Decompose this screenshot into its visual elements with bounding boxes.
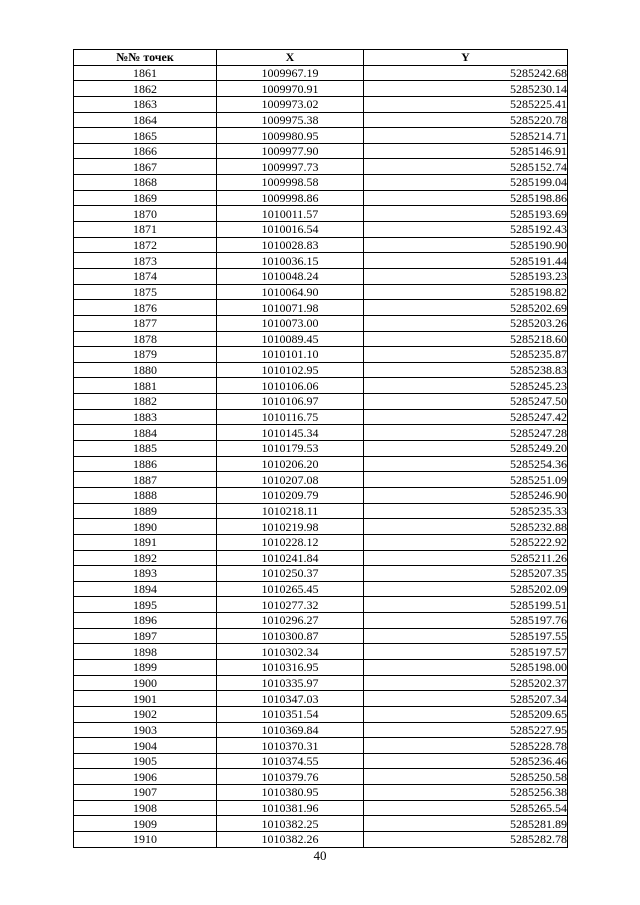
x-coordinate-cell: 1010300.87 xyxy=(217,628,364,644)
table-row xyxy=(74,222,568,238)
x-coordinate-cell: 1010145.34 xyxy=(217,425,364,441)
table-row xyxy=(74,519,568,535)
table-row xyxy=(74,362,568,378)
x-coordinate-cell: 1009980.95 xyxy=(217,128,364,144)
table-row xyxy=(74,534,568,550)
table-row xyxy=(74,425,568,441)
x-coordinate-cell: 1010116.75 xyxy=(217,409,364,425)
point-number-cell: 1889 xyxy=(74,503,217,519)
y-coordinate-cell: 5285251.09 xyxy=(364,472,568,488)
point-number-cell: 1887 xyxy=(74,472,217,488)
y-coordinate-cell: 5285193.23 xyxy=(364,268,568,284)
y-coordinate-cell: 5285230.14 xyxy=(364,81,568,97)
table-row xyxy=(74,581,568,597)
y-coordinate-cell: 5285235.87 xyxy=(364,347,568,363)
table-row xyxy=(74,315,568,331)
y-coordinate-cell: 5285242.68 xyxy=(364,65,568,81)
table-row xyxy=(74,300,568,316)
x-coordinate-cell: 1010048.24 xyxy=(217,268,364,284)
table-row xyxy=(74,331,568,347)
x-coordinate-cell: 1010382.25 xyxy=(217,816,364,832)
table-row xyxy=(74,284,568,300)
point-number-cell: 1873 xyxy=(74,253,217,269)
y-coordinate-cell: 5285236.46 xyxy=(364,753,568,769)
y-coordinate-cell: 5285197.55 xyxy=(364,628,568,644)
x-coordinate-cell: 1010302.34 xyxy=(217,644,364,660)
table-row xyxy=(74,613,568,629)
y-coordinate-cell: 5285249.20 xyxy=(364,441,568,457)
x-coordinate-cell: 1010028.83 xyxy=(217,237,364,253)
table-row xyxy=(74,190,568,206)
y-coordinate-cell: 5285232.88 xyxy=(364,519,568,535)
x-coordinate-cell: 1010209.79 xyxy=(217,487,364,503)
table-row xyxy=(74,487,568,503)
point-number-cell: 1881 xyxy=(74,378,217,394)
y-coordinate-cell: 5285218.60 xyxy=(364,331,568,347)
x-coordinate-cell: 1010241.84 xyxy=(217,550,364,566)
x-coordinate-cell: 1010265.45 xyxy=(217,581,364,597)
point-number-cell: 1883 xyxy=(74,409,217,425)
point-number-cell: 1884 xyxy=(74,425,217,441)
y-coordinate-cell: 5285235.33 xyxy=(364,503,568,519)
y-coordinate-cell: 5285207.35 xyxy=(364,566,568,582)
point-number-cell: 1866 xyxy=(74,143,217,159)
x-coordinate-cell: 1010089.45 xyxy=(217,331,364,347)
point-number-cell: 1909 xyxy=(74,816,217,832)
x-coordinate-cell: 1010347.03 xyxy=(217,691,364,707)
point-number-cell: 1908 xyxy=(74,800,217,816)
point-number-header: №№ точек xyxy=(74,50,217,66)
point-number-cell: 1869 xyxy=(74,190,217,206)
point-number-cell: 1895 xyxy=(74,597,217,613)
point-number-cell: 1890 xyxy=(74,519,217,535)
table-row xyxy=(74,785,568,801)
y-coordinate-cell: 5285246.90 xyxy=(364,487,568,503)
point-number-cell: 1861 xyxy=(74,65,217,81)
x-coordinate-cell: 1010379.76 xyxy=(217,769,364,785)
table-row xyxy=(74,378,568,394)
table-row xyxy=(74,159,568,175)
x-coordinate-cell: 1010250.37 xyxy=(217,566,364,582)
y-coordinate-cell: 5285222.92 xyxy=(364,534,568,550)
point-number-cell: 1906 xyxy=(74,769,217,785)
y-coordinate-cell: 5285220.78 xyxy=(364,112,568,128)
y-coordinate-cell: 5285199.51 xyxy=(364,597,568,613)
y-coordinate-cell: 5285225.41 xyxy=(364,96,568,112)
point-number-cell: 1899 xyxy=(74,659,217,675)
table-row xyxy=(74,691,568,707)
x-coordinate-cell: 1010101.10 xyxy=(217,347,364,363)
x-coordinate-cell: 1010351.54 xyxy=(217,706,364,722)
y-coordinate-cell: 5285211.26 xyxy=(364,550,568,566)
y-coordinate-cell: 5285228.78 xyxy=(364,738,568,754)
y-coordinate-cell: 5285202.37 xyxy=(364,675,568,691)
y-coordinate-cell: 5285247.42 xyxy=(364,409,568,425)
table-row xyxy=(74,753,568,769)
y-coordinate-header: Y xyxy=(364,50,568,66)
y-coordinate-cell: 5285281.89 xyxy=(364,816,568,832)
y-coordinate-cell: 5285146.91 xyxy=(364,143,568,159)
x-coordinate-cell: 1010219.98 xyxy=(217,519,364,535)
x-coordinate-cell: 1010106.97 xyxy=(217,394,364,410)
y-coordinate-cell: 5285190.90 xyxy=(364,237,568,253)
table-row xyxy=(74,816,568,832)
point-number-cell: 1903 xyxy=(74,722,217,738)
table-row xyxy=(74,268,568,284)
y-coordinate-cell: 5285227.95 xyxy=(364,722,568,738)
x-coordinate-cell: 1009998.86 xyxy=(217,190,364,206)
point-number-cell: 1888 xyxy=(74,487,217,503)
y-coordinate-cell: 5285254.36 xyxy=(364,456,568,472)
header-row xyxy=(74,50,568,66)
x-coordinate-cell: 1009977.90 xyxy=(217,143,364,159)
table-row xyxy=(74,550,568,566)
point-number-cell: 1894 xyxy=(74,581,217,597)
x-coordinate-cell: 1010016.54 xyxy=(217,222,364,238)
x-coordinate-cell: 1010228.12 xyxy=(217,534,364,550)
x-coordinate-cell: 1010335.97 xyxy=(217,675,364,691)
point-number-cell: 1867 xyxy=(74,159,217,175)
y-coordinate-cell: 5285265.54 xyxy=(364,800,568,816)
y-coordinate-cell: 5285203.26 xyxy=(364,315,568,331)
table-row xyxy=(74,175,568,191)
y-coordinate-cell: 5285191.44 xyxy=(364,253,568,269)
point-number-cell: 1900 xyxy=(74,675,217,691)
x-coordinate-header: X xyxy=(217,50,364,66)
point-number-cell: 1893 xyxy=(74,566,217,582)
x-coordinate-cell: 1010071.98 xyxy=(217,300,364,316)
point-number-cell: 1885 xyxy=(74,441,217,457)
table-row xyxy=(74,628,568,644)
table-row xyxy=(74,96,568,112)
x-coordinate-cell: 1010179.53 xyxy=(217,441,364,457)
y-coordinate-cell: 5285152.74 xyxy=(364,159,568,175)
table-row xyxy=(74,253,568,269)
table-row xyxy=(74,347,568,363)
x-coordinate-cell: 1010380.95 xyxy=(217,785,364,801)
table-row xyxy=(74,237,568,253)
y-coordinate-cell: 5285214.71 xyxy=(364,128,568,144)
table-body xyxy=(74,65,568,847)
y-coordinate-cell: 5285207.34 xyxy=(364,691,568,707)
table-row xyxy=(74,706,568,722)
y-coordinate-cell: 5285202.69 xyxy=(364,300,568,316)
table-row xyxy=(74,832,568,848)
point-number-cell: 1865 xyxy=(74,128,217,144)
y-coordinate-cell: 5285199.04 xyxy=(364,175,568,191)
x-coordinate-cell: 1010370.31 xyxy=(217,738,364,754)
point-number-cell: 1901 xyxy=(74,691,217,707)
table-row xyxy=(74,112,568,128)
x-coordinate-cell: 1010296.27 xyxy=(217,613,364,629)
y-coordinate-cell: 5285247.28 xyxy=(364,425,568,441)
table-header xyxy=(74,50,568,66)
table-row xyxy=(74,128,568,144)
y-coordinate-cell: 5285198.86 xyxy=(364,190,568,206)
table-row xyxy=(74,503,568,519)
x-coordinate-cell: 1009975.38 xyxy=(217,112,364,128)
point-number-cell: 1870 xyxy=(74,206,217,222)
x-coordinate-cell: 1010316.95 xyxy=(217,659,364,675)
point-number-cell: 1876 xyxy=(74,300,217,316)
table-row xyxy=(74,597,568,613)
x-coordinate-cell: 1009967.19 xyxy=(217,65,364,81)
y-coordinate-cell: 5285202.09 xyxy=(364,581,568,597)
x-coordinate-cell: 1010011.57 xyxy=(217,206,364,222)
point-number-cell: 1864 xyxy=(74,112,217,128)
x-coordinate-cell: 1010218.11 xyxy=(217,503,364,519)
x-coordinate-cell: 1010064.90 xyxy=(217,284,364,300)
point-number-cell: 1904 xyxy=(74,738,217,754)
table-row xyxy=(74,472,568,488)
x-coordinate-cell: 1010206.20 xyxy=(217,456,364,472)
x-coordinate-cell: 1009997.73 xyxy=(217,159,364,175)
y-coordinate-cell: 5285193.69 xyxy=(364,206,568,222)
x-coordinate-cell: 1009998.58 xyxy=(217,175,364,191)
y-coordinate-cell: 5285250.58 xyxy=(364,769,568,785)
y-coordinate-cell: 5285282.78 xyxy=(364,832,568,848)
point-number-cell: 1863 xyxy=(74,96,217,112)
y-coordinate-cell: 5285198.00 xyxy=(364,659,568,675)
y-coordinate-cell: 5285198.82 xyxy=(364,284,568,300)
y-coordinate-cell: 5285197.76 xyxy=(364,613,568,629)
y-coordinate-cell: 5285197.57 xyxy=(364,644,568,660)
table-row xyxy=(74,675,568,691)
x-coordinate-cell: 1010381.96 xyxy=(217,800,364,816)
point-number-cell: 1879 xyxy=(74,347,217,363)
y-coordinate-cell: 5285238.83 xyxy=(364,362,568,378)
table-row xyxy=(74,566,568,582)
x-coordinate-cell: 1009973.02 xyxy=(217,96,364,112)
point-number-cell: 1877 xyxy=(74,315,217,331)
point-number-cell: 1882 xyxy=(74,394,217,410)
point-number-cell: 1872 xyxy=(74,237,217,253)
table-row xyxy=(74,143,568,159)
table-row xyxy=(74,800,568,816)
point-number-cell: 1902 xyxy=(74,706,217,722)
x-coordinate-cell: 1009970.91 xyxy=(217,81,364,97)
x-coordinate-cell: 1010369.84 xyxy=(217,722,364,738)
point-number-cell: 1898 xyxy=(74,644,217,660)
x-coordinate-cell: 1010073.00 xyxy=(217,315,364,331)
y-coordinate-cell: 5285192.43 xyxy=(364,222,568,238)
x-coordinate-cell: 1010207.08 xyxy=(217,472,364,488)
table-row xyxy=(74,659,568,675)
point-number-cell: 1878 xyxy=(74,331,217,347)
x-coordinate-cell: 1010102.95 xyxy=(217,362,364,378)
table-row xyxy=(74,206,568,222)
point-number-cell: 1907 xyxy=(74,785,217,801)
y-coordinate-cell: 5285256.38 xyxy=(364,785,568,801)
table-row xyxy=(74,81,568,97)
table-row xyxy=(74,394,568,410)
table-row xyxy=(74,409,568,425)
point-number-cell: 1874 xyxy=(74,268,217,284)
table-row xyxy=(74,441,568,457)
y-coordinate-cell: 5285247.50 xyxy=(364,394,568,410)
page-number: 40 xyxy=(313,848,327,863)
x-coordinate-cell: 1010036.15 xyxy=(217,253,364,269)
point-number-cell: 1868 xyxy=(74,175,217,191)
point-number-cell: 1910 xyxy=(74,832,217,848)
point-number-cell: 1905 xyxy=(74,753,217,769)
table-row xyxy=(74,769,568,785)
x-coordinate-cell: 1010277.32 xyxy=(217,597,364,613)
x-coordinate-cell: 1010374.55 xyxy=(217,753,364,769)
x-coordinate-cell: 1010382.26 xyxy=(217,832,364,848)
point-number-cell: 1862 xyxy=(74,81,217,97)
point-number-cell: 1875 xyxy=(74,284,217,300)
point-number-cell: 1892 xyxy=(74,550,217,566)
y-coordinate-cell: 5285245.23 xyxy=(364,378,568,394)
point-number-cell: 1880 xyxy=(74,362,217,378)
table-row xyxy=(74,65,568,81)
table-row xyxy=(74,738,568,754)
point-number-cell: 1897 xyxy=(74,628,217,644)
point-number-cell: 1891 xyxy=(74,534,217,550)
coordinates-table xyxy=(73,49,568,848)
point-number-cell: 1871 xyxy=(74,222,217,238)
y-coordinate-cell: 5285209.65 xyxy=(364,706,568,722)
table-row xyxy=(74,722,568,738)
point-number-cell: 1886 xyxy=(74,456,217,472)
x-coordinate-cell: 1010106.06 xyxy=(217,378,364,394)
point-number-cell: 1896 xyxy=(74,613,217,629)
table-row xyxy=(74,456,568,472)
table-row xyxy=(74,644,568,660)
